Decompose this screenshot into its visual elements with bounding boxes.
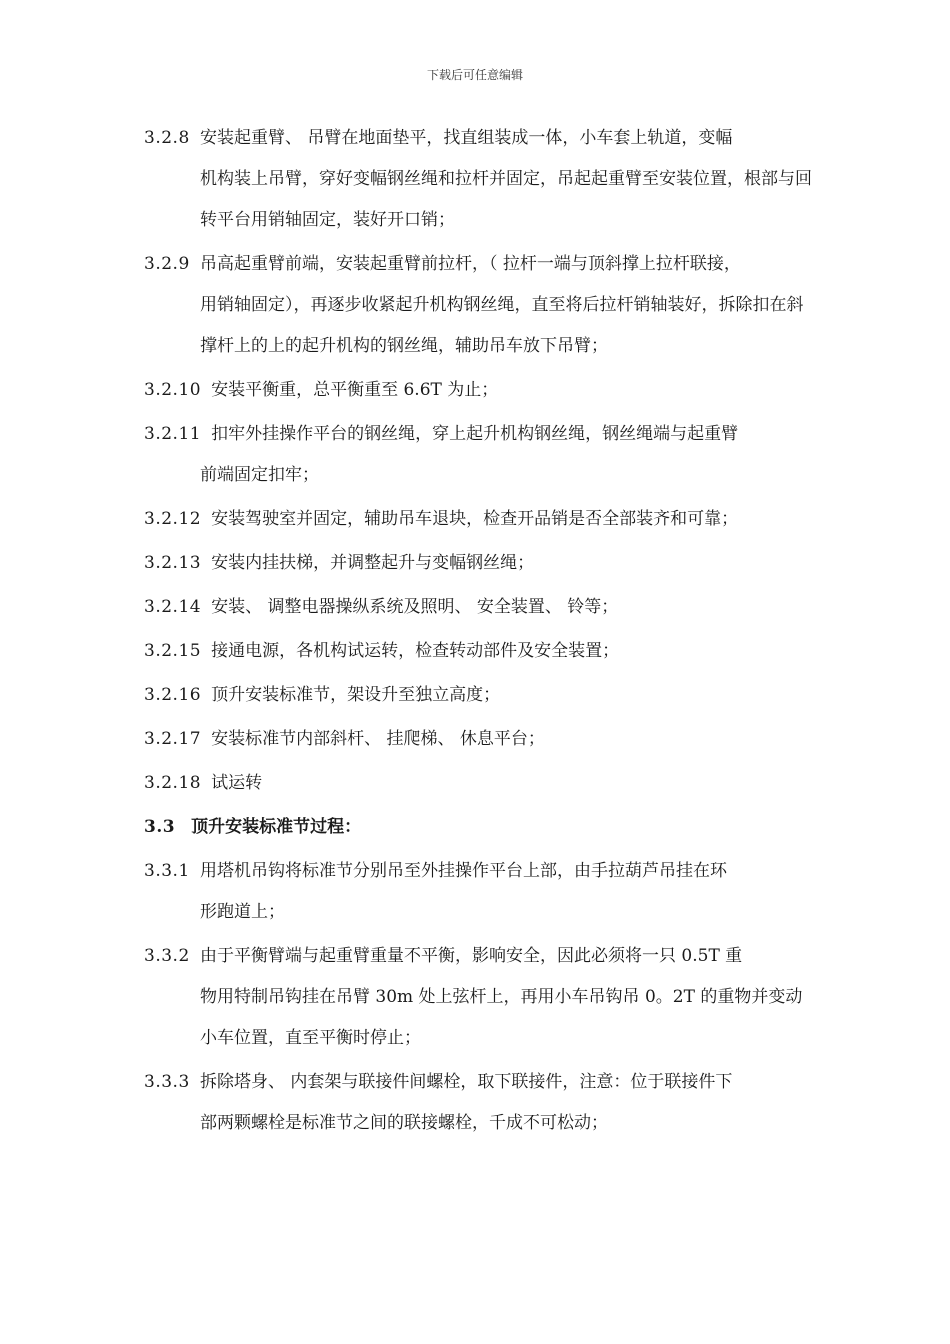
item-text-continued: 部两颗螺栓是标准节之间的联接螺栓，千成不可松动； (200, 1113, 608, 1133)
item-text: 顶升安装标准节，架设升至独立高度； (211, 685, 501, 705)
document-body (144, 118, 816, 1147)
item-number: 3.2.11 (144, 424, 202, 444)
item-number: 3.3.1 (144, 861, 190, 881)
list-item (144, 244, 816, 367)
list-item (144, 587, 816, 628)
item-number: 3.2.17 (144, 729, 202, 749)
item-text: 吊高起重臂前端，安装起重臂前拉杆，（ 拉杆一端与顶斜撑上拉杆联接， (200, 254, 741, 274)
list-item (144, 414, 816, 496)
item-text: 扣牢外挂操作平台的钢丝绳，穿上起升机构钢丝绳，钢丝绳端与起重臂 (211, 424, 739, 444)
list-item (144, 763, 816, 804)
item-text-continued: 形跑道上； (200, 902, 285, 922)
list-item (144, 118, 816, 241)
item-text: 安装标准节内部斜杆、 挂爬梯、 休息平台； (211, 729, 545, 749)
list-item (144, 543, 816, 584)
item-text: 由于平衡臂端与起重臂重量不平衡，影响安全，因此必须将一只 0.5T 重 (200, 946, 743, 966)
list-item (144, 675, 816, 716)
item-text: 拆除塔身、 内套架与联接件间螺栓，取下联接件，注意：位于联接件下 (200, 1072, 733, 1092)
list-item (144, 499, 816, 540)
item-text-continued: 机构装上吊臂，穿好变幅钢丝绳和拉杆并固定，吊起起重臂至安装位置，根部与回转平台用销轴固定，装好开口销； (200, 169, 812, 230)
item-text: 安装、 调整电器操纵系统及照明、 安全装置、 铃等； (211, 597, 619, 617)
item-number: 3.2.15 (144, 641, 202, 661)
item-number: 3.2.10 (144, 380, 202, 400)
list-item (144, 851, 816, 933)
item-number: 3.2.8 (144, 128, 190, 148)
item-number: 3.2.13 (144, 553, 202, 573)
item-number: 3.2.9 (144, 254, 190, 274)
item-number: 3.2.18 (144, 773, 202, 793)
item-number: 3.2.14 (144, 597, 202, 617)
item-text-continued: 前端固定扣牢； (200, 465, 319, 485)
item-text: 接通电源，各机构试运转，检查转动部件及安全装置； (211, 641, 620, 661)
list-item (144, 631, 816, 672)
item-number: 3.2.12 (144, 509, 202, 529)
section-title: 顶升安装标准节过程： (191, 817, 362, 837)
item-text: 试运转 (211, 773, 263, 793)
list-item (144, 370, 816, 411)
item-number: 3.3.2 (144, 946, 190, 966)
item-text-continued: 物用特制吊钩挂在吊臂 30m 处上弦杆上，再用小车吊钩吊 0。2T 的重物并变动小车位置，直至平衡时停止； (200, 987, 803, 1048)
list-item (144, 936, 816, 1059)
item-text: 安装驾驶室并固定，辅助吊车退块，检查开品销是否全部装齐和可靠； (211, 509, 739, 529)
item-text: 安装起重臂、 吊臂在地面垫平，找直组装成一体，小车套上轨道，变幅 (200, 128, 733, 148)
item-text: 安装内挂扶梯，并调整起升与变幅钢丝绳； (211, 553, 535, 573)
item-number: 3.2.16 (144, 685, 202, 705)
item-text: 用塔机吊钩将标准节分别吊至外挂操作平台上部，由手拉葫芦吊挂在环 (200, 861, 727, 881)
item-text: 安装平衡重，总平衡重至 6.6T 为止； (211, 380, 499, 400)
list-item (144, 719, 816, 760)
list-item (144, 1062, 816, 1144)
section-number: 3.3 (144, 817, 176, 837)
section-heading (144, 807, 816, 848)
page-header: 下载后可任意编辑 (426, 68, 523, 82)
item-number: 3.3.3 (144, 1072, 190, 1092)
item-text-continued: 用销轴固定），再逐步收紧起升机构钢丝绳，直至将后拉杆销轴装好，拆除扣在斜撑杆上的上的起升机构的钢丝绳，辅助吊车放下吊臂； (200, 295, 804, 356)
